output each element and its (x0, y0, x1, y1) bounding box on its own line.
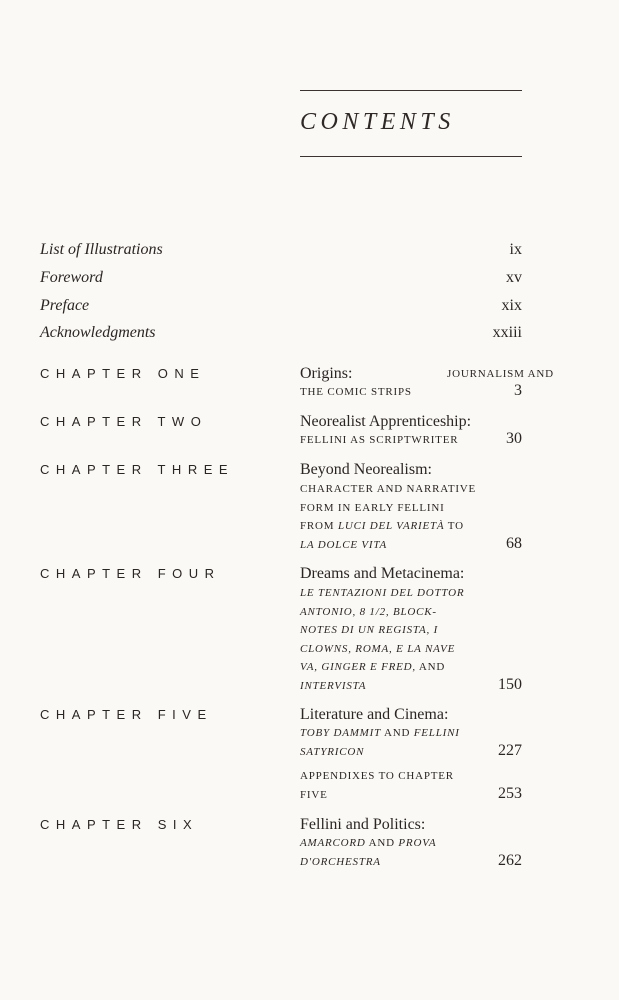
appendix-page: 253 (498, 785, 522, 802)
subtitle-line (300, 834, 490, 853)
chapter-title[interactable]: Literature and Cinema: (300, 706, 449, 723)
subtitle-text: AND (381, 727, 414, 739)
film-title: FELLINI (413, 727, 460, 739)
film-title: VA, GINGER E FRED, (300, 661, 416, 674)
film-title: CLOWNS, ROMA, E LA NAVE (300, 642, 456, 655)
subtitle-text: FROM (300, 520, 338, 533)
chapter-subtitle (300, 834, 490, 871)
appendix-entry[interactable] (300, 767, 490, 804)
subtitle-line (300, 640, 490, 659)
chapter-label: CHAPTER SIX (40, 817, 199, 832)
subtitle-line (300, 677, 490, 696)
chapter-subtitle (300, 383, 490, 402)
toc-entry-list-of-illustrations[interactable] (40, 241, 522, 263)
chapter-page: 262 (498, 852, 522, 869)
chapter-subtitle (300, 431, 490, 450)
toc-entry-label: Foreword (40, 269, 103, 286)
film-title: SATYRICON (300, 745, 365, 758)
subtitle-line: APPENDIXES TO CHAPTER (300, 770, 454, 782)
chapter-page: 3 (514, 382, 522, 399)
chapter-subtitle (300, 724, 490, 761)
subtitle-text: TO (444, 520, 464, 533)
subtitle-line: JOURNALISM AND (447, 368, 554, 380)
chapter-label: CHAPTER ONE (40, 366, 206, 381)
chapter-title[interactable]: Neorealist Apprenticeship: (300, 413, 472, 430)
film-title: AMARCORD (300, 837, 366, 849)
film-title: ANTONIO, 8 1/2, BLOCK- (300, 605, 437, 618)
subtitle-line: FIVE (300, 788, 328, 801)
chapter-label: CHAPTER THREE (40, 462, 235, 477)
subtitle-line (300, 584, 490, 603)
chapter-label: CHAPTER FOUR (40, 566, 221, 581)
film-title: D'ORCHESTRA (300, 855, 381, 868)
chapter-title[interactable]: Origins: (300, 365, 353, 382)
chapter-subtitle (300, 480, 490, 554)
subtitle-line: THE COMIC STRIPS (300, 386, 412, 398)
subtitle-line (300, 603, 490, 622)
subtitle-line (300, 536, 490, 555)
film-title: LUCI DEL VARIETÀ (337, 520, 445, 533)
chapter-page: 150 (498, 676, 522, 693)
film-title: PROVA (398, 837, 437, 849)
toc-entry-preface[interactable] (40, 297, 522, 319)
toc-entry-label: Acknowledgments (40, 324, 156, 341)
page-title: CONTENTS (300, 109, 455, 135)
film-title: NOTES DI UN REGISTA, I (300, 624, 439, 637)
chapter-page: 30 (506, 430, 522, 447)
chapter-title[interactable]: Fellini and Politics: (300, 816, 426, 833)
chapter-title[interactable]: Dreams and Metacinema: (300, 565, 465, 582)
subtitle-line (300, 621, 490, 640)
chapter-label: CHAPTER FIVE (40, 707, 213, 722)
film-title: TOBY DAMMIT (300, 727, 382, 739)
subtitle-line (300, 853, 490, 872)
subtitle-line (300, 724, 490, 743)
subtitle-text: AND (415, 661, 446, 674)
bottom-rule (300, 156, 522, 157)
toc-entry-label: List of Illustrations (40, 241, 163, 258)
toc-entry-label: Preface (40, 297, 90, 314)
toc-entry-page: xv (506, 269, 522, 286)
subtitle-line: FORM IN EARLY FELLINI (300, 501, 445, 514)
chapter-label: CHAPTER TWO (40, 414, 208, 429)
toc-entry-foreword[interactable] (40, 269, 522, 291)
subtitle-line (300, 517, 490, 536)
subtitle-text: AND (365, 837, 399, 849)
film-title: INTERVISTA (300, 679, 367, 692)
toc-entry-acknowledgments[interactable] (40, 324, 522, 346)
top-rule (300, 90, 522, 91)
subtitle-line (300, 743, 490, 762)
chapter-subtitle (300, 584, 490, 696)
toc-entry-page: xix (501, 297, 522, 314)
toc-entry-page: xxiii (492, 324, 522, 341)
toc-entry-page: ix (509, 241, 522, 258)
film-title: LA DOLCE VITA (300, 538, 388, 551)
subtitle-line (300, 658, 490, 677)
chapter-subtitle (447, 365, 554, 384)
film-title: LE TENTAZIONI DEL DOTTOR (300, 587, 465, 599)
chapter-page: 227 (498, 742, 522, 759)
subtitle-line: FELLINI AS SCRIPTWRITER (300, 434, 459, 446)
chapter-page: 68 (506, 535, 522, 552)
subtitle-line: CHARACTER AND NARRATIVE (300, 483, 477, 495)
chapter-title[interactable]: Beyond Neorealism: (300, 461, 432, 478)
